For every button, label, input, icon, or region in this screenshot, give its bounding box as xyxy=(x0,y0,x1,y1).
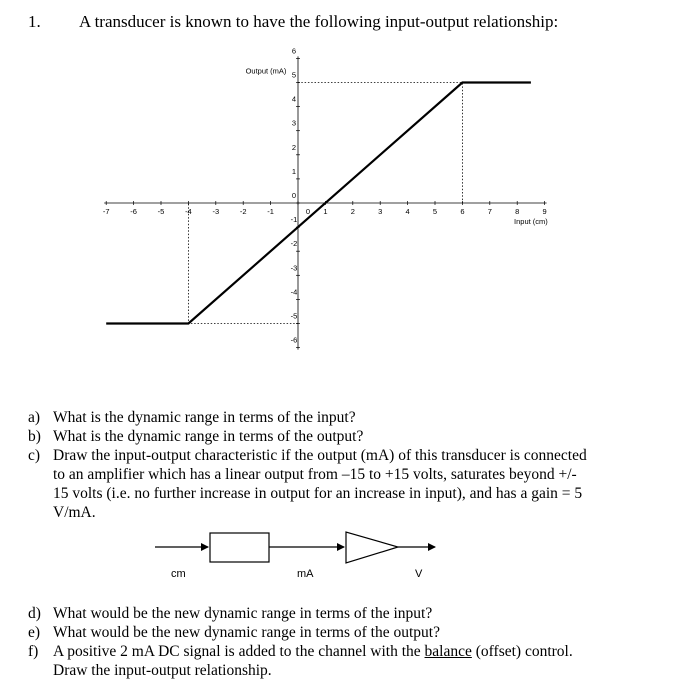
x-tick-label: -5 xyxy=(157,207,165,216)
x-tick-label: 6 xyxy=(460,207,465,216)
axis-ticks xyxy=(103,46,547,347)
x-tick-label: 1 xyxy=(323,207,328,216)
part-d-text: What would be the new dynamic range in terms of the input? xyxy=(53,605,433,622)
y-tick-label: -3 xyxy=(290,263,298,273)
transducer-block xyxy=(210,533,269,562)
x-tick-label: 8 xyxy=(515,207,520,216)
part-d-letter: d) xyxy=(28,605,41,622)
part-e-text: What would be the new dynamic range in terms of the output? xyxy=(53,624,440,641)
x-tick-label: -2 xyxy=(239,207,247,216)
x-tick-label: 9 xyxy=(542,207,547,216)
x-tick-label: -4 xyxy=(185,207,192,216)
x-tick-label: 5 xyxy=(432,207,438,216)
x-tick-label: -6 xyxy=(130,207,137,216)
y-tick-label: 2 xyxy=(291,142,297,152)
label-v: V xyxy=(415,568,423,580)
part-f-line-2: Draw the input-output relationship. xyxy=(53,662,272,679)
balance-underlined: balance xyxy=(424,643,472,660)
question-number: 1. xyxy=(28,12,41,31)
part-f-text-after: (offset) control. xyxy=(471,643,573,660)
part-c-line-1: Draw the input-output characteristic if the output (mA) of this transducer is connected xyxy=(53,447,587,464)
y-tick-label: -4 xyxy=(290,287,298,297)
part-c-line-3: 15 volts (i.e. no further increase in output for an increase in input), and has a gain = 5 xyxy=(53,485,583,502)
x-tick-label: -7 xyxy=(102,207,110,216)
part-c-line-2: to an amplifier which has a linear output from –15 to +15 volts, saturates beyond +/- xyxy=(53,466,577,483)
reference-line-upper-saturation xyxy=(298,83,462,204)
part-a-letter: a) xyxy=(28,409,41,426)
x-tick-label: 4 xyxy=(405,207,410,216)
reference-line-lower-saturation xyxy=(188,203,298,324)
part-a-text: What is the dynamic range in terms of the input? xyxy=(53,409,356,426)
label-ma: mA xyxy=(297,568,314,580)
x-tick-label: -1 xyxy=(267,207,274,216)
y-tick-label: -5 xyxy=(290,311,298,321)
part-f-letter: f) xyxy=(28,643,39,660)
part-e-letter: e) xyxy=(28,624,41,641)
y-tick-label: 5 xyxy=(291,70,297,80)
part-c-letter: c) xyxy=(28,447,41,464)
y-tick-label: -2 xyxy=(290,239,298,249)
part-f-line-1 xyxy=(53,642,573,661)
y-tick-label: 3 xyxy=(291,118,297,128)
y-tick-label: 0 xyxy=(291,191,297,200)
label-cm: cm xyxy=(171,568,186,580)
x-axis-label: Input (cm) xyxy=(514,217,548,226)
x-tick-label: 0 xyxy=(305,207,311,216)
x-tick-label: 2 xyxy=(350,207,355,216)
part-b-text: What is the dynamic range in terms of the output? xyxy=(53,428,364,445)
y-tick-label: 6 xyxy=(291,46,297,56)
y-tick-label: 1 xyxy=(291,166,297,176)
y-tick-label: -6 xyxy=(290,335,298,345)
x-tick-label: -3 xyxy=(212,207,220,216)
part-f-text-before: A positive 2 mA DC signal is added to the channel with the xyxy=(53,643,425,660)
y-axis-label: Output (mA) xyxy=(245,66,287,76)
part-b-letter: b) xyxy=(28,428,41,445)
y-tick-label: -1 xyxy=(290,215,298,225)
y-tick-label: 4 xyxy=(291,94,297,104)
amplifier-triangle xyxy=(346,532,398,563)
transfer-chart xyxy=(0,40,700,360)
x-tick-label: 7 xyxy=(487,207,492,216)
x-tick-label: 3 xyxy=(378,207,383,216)
block-diagram xyxy=(140,528,450,588)
question-title: A transducer is known to have the following input-output relationship: xyxy=(79,12,559,31)
part-c-line-4: V/mA. xyxy=(53,504,96,521)
